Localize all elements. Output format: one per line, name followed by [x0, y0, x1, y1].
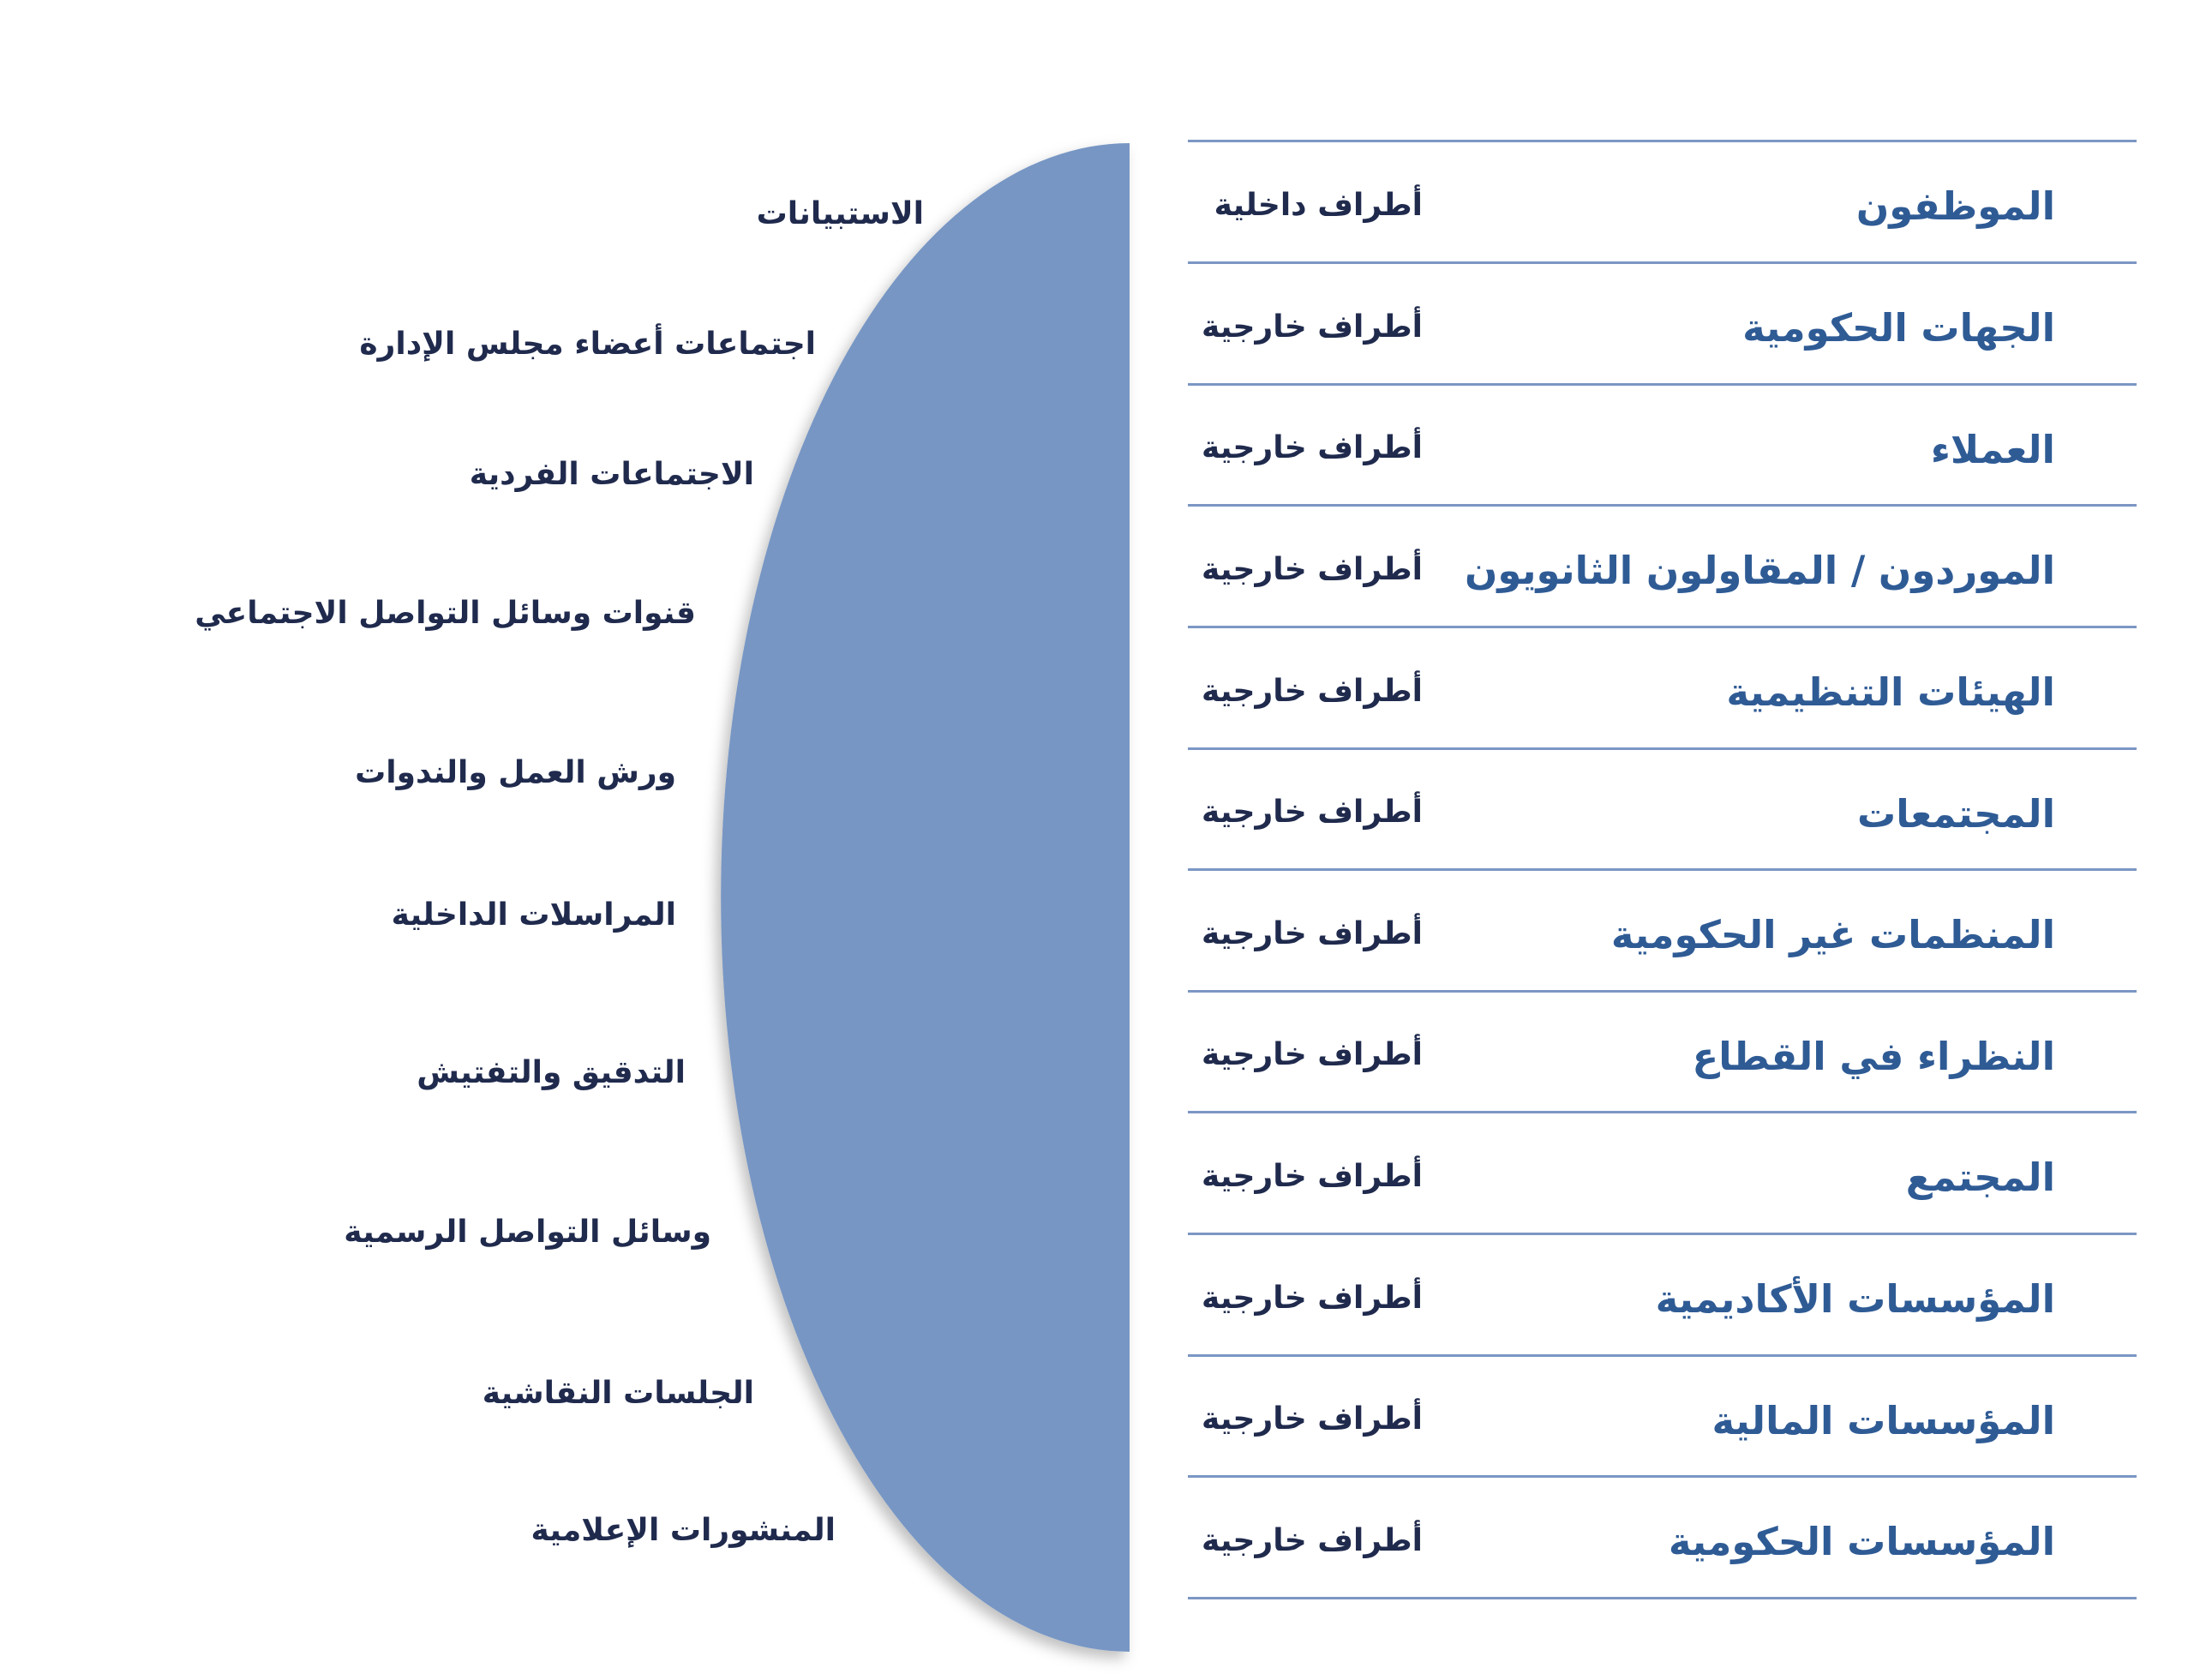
channel-media-publications: المنشورات الإعلامية	[531, 1513, 836, 1548]
stakeholder-type: أطراف خارجية	[1202, 309, 1423, 345]
channel-workshops: ورش العمل والندوات	[355, 755, 676, 790]
row-divider	[1188, 1475, 2137, 1478]
stakeholder-type: أطراف خارجية	[1202, 916, 1423, 951]
stakeholder-type: أطراف خارجية	[1202, 1401, 1423, 1437]
stakeholder-type: أطراف خارجية	[1202, 430, 1423, 465]
row-divider	[1188, 1111, 2137, 1113]
stakeholder-type: أطراف خارجية	[1202, 795, 1423, 830]
stakeholder-name-suppliers: الموردون / المقاولون الثانويون	[1465, 548, 2055, 593]
row-divider	[1188, 1233, 2137, 1235]
channel-official-communication: وسائل التواصل الرسمية	[344, 1215, 711, 1250]
row-divider	[1188, 383, 2137, 386]
stakeholder-name-government-entities: الجهات الحكومية	[1742, 305, 2055, 351]
stakeholder-name-employees: الموظفون	[1855, 183, 2055, 229]
half-circle	[721, 143, 1130, 1652]
channel-individual-meetings: الاجتماعات الفردية	[469, 457, 754, 492]
stakeholder-type: أطراف خارجية	[1202, 1159, 1423, 1194]
row-divider	[1188, 504, 2137, 507]
channel-board-meetings: اجتماعات أعضاء مجلس الإدارة	[359, 327, 816, 362]
stakeholder-name-society: المجتمع	[1905, 1155, 2055, 1200]
stakeholder-name-industry-peers: النظراء في القطاع	[1692, 1034, 2055, 1079]
row-divider	[1188, 626, 2137, 628]
channel-surveys: الاستبيانات	[756, 196, 924, 231]
stakeholder-type: أطراف خارجية	[1202, 1281, 1423, 1316]
stakeholder-type: أطراف خارجية	[1202, 552, 1423, 587]
stakeholder-type: أطراف خارجية	[1202, 1037, 1423, 1072]
row-divider	[1188, 140, 2137, 142]
stakeholder-name-ngos: المنظمات غير الحكومية	[1610, 912, 2055, 957]
stakeholder-name-communities: المجتمعات	[1857, 791, 2055, 837]
row-divider	[1188, 261, 2137, 264]
row-divider	[1188, 747, 2137, 750]
channel-audit-inspection: التدقيق والتفتيش	[417, 1055, 686, 1090]
row-divider	[1188, 1354, 2137, 1357]
row-divider	[1188, 1597, 2137, 1599]
stakeholder-name-government-institutions: المؤسسات الحكومية	[1668, 1519, 2055, 1564]
stakeholder-name-customers: العملاء	[1930, 427, 2055, 472]
stakeholder-name-financial-institutions: المؤسسات المالية	[1711, 1398, 2055, 1443]
stakeholder-type: أطراف خارجية	[1202, 674, 1423, 709]
row-divider	[1188, 868, 2137, 871]
stakeholder-name-regulators: الهيئات التنظيمية	[1726, 669, 2055, 715]
channel-social-media: قنوات وسائل التواصل الاجتماعي	[195, 596, 696, 631]
channel-discussion-sessions: الجلسات النقاشية	[482, 1376, 754, 1411]
stakeholder-type: أطراف داخلية	[1214, 188, 1423, 223]
stakeholder-type: أطراف خارجية	[1202, 1523, 1423, 1558]
channel-internal-correspondence: المراسلات الداخلية	[391, 897, 676, 933]
stakeholder-name-academic-institutions: المؤسسات الأكاديمية	[1655, 1276, 2055, 1322]
row-divider	[1188, 990, 2137, 993]
